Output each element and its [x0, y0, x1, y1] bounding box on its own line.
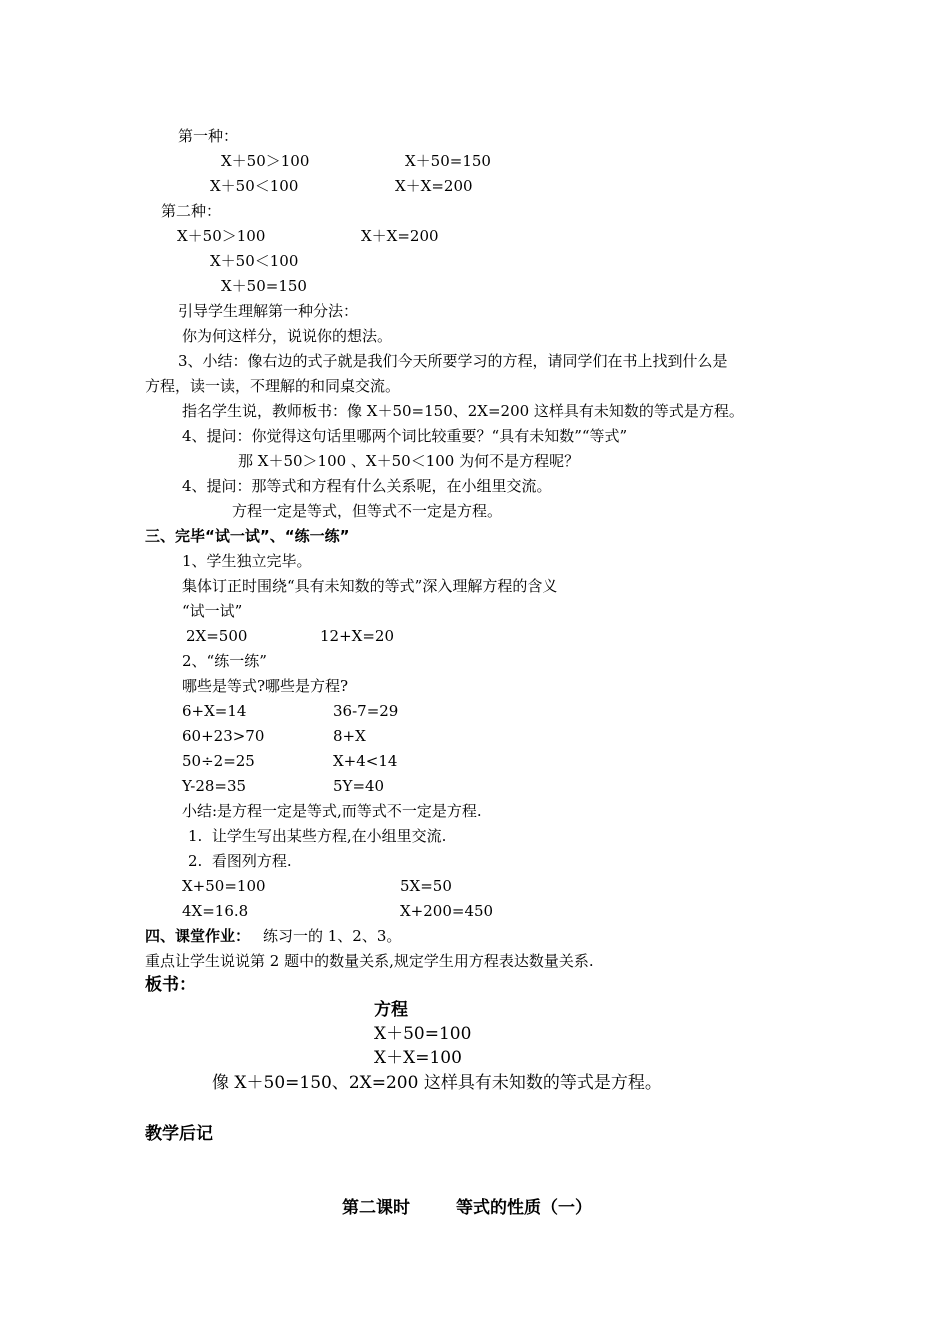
equation: X＋X=200 — [361, 227, 439, 245]
equation: 50÷2=25 — [182, 752, 255, 770]
text-line: 你为何这样分，说说你的想法。 — [182, 327, 393, 345]
text-line: 4、提问：你觉得这句话里哪两个词比较重要？“具有未知数”“等式” — [182, 427, 628, 445]
text-line: 2. 看图列方程. — [188, 852, 292, 870]
text-line: 方程，读一读，不理解的和同桌交流。 — [145, 377, 401, 395]
equation: X＋X=200 — [395, 177, 473, 195]
text-line: 小结:是方程一定是等式,而等式不一定是方程. — [182, 802, 482, 820]
equation: X+50=100 — [182, 877, 266, 895]
equation: X+4<14 — [333, 752, 398, 770]
text-line: “试一试” — [182, 602, 243, 620]
text-line: 引导学生理解第一种分法： — [178, 302, 359, 320]
board-equation: X＋50=100 — [374, 1024, 472, 1044]
text-line: 练习一的 1、2、3。 — [263, 927, 402, 945]
equation: 6+X=14 — [182, 702, 247, 720]
equation: X＋50=150 — [405, 152, 491, 170]
section-heading: 三、完毕“试一试”、“练一练” — [145, 527, 350, 545]
text-line: 3、小结：像右边的式子就是我们今天所要学习的方程，请同学们在书上找到什么是 — [178, 352, 728, 370]
text-line: 1、学生独立完毕。 — [182, 552, 312, 570]
board-heading: 板书： — [145, 975, 196, 995]
text-line: 第二种： — [161, 202, 222, 220]
equation: X+200=450 — [400, 902, 494, 920]
text-line: 1. 让学生写出某些方程,在小组里交流. — [188, 827, 447, 845]
equation: 12+X=20 — [320, 627, 394, 645]
text-line: 集体订正时围绕“具有未知数的等式”深入理解方程的含义 — [182, 577, 558, 595]
equation: 36-7=29 — [333, 702, 399, 720]
text-line: 第一种： — [178, 127, 239, 145]
lesson-title: 第二课时 — [342, 1198, 410, 1218]
equation: X＋50＜100 — [210, 252, 299, 270]
equation: Y-28=35 — [182, 777, 247, 795]
lesson-subtitle: 等式的性质（一） — [456, 1198, 592, 1218]
equation: 5X=50 — [400, 877, 452, 895]
text-line: 哪些是等式?哪些是方程? — [182, 677, 349, 695]
board-definition: 像 X＋50=150、2X=200 这样具有未知数的等式是方程。 — [212, 1073, 662, 1093]
equation: X＋50＞100 — [177, 227, 266, 245]
text-line: 方程一定是等式，但等式不一定是方程。 — [232, 502, 503, 520]
equation: X＋50＜100 — [210, 177, 299, 195]
equation: X＋50=150 — [221, 277, 307, 295]
section-heading: 四、课堂作业： — [145, 927, 251, 945]
equation: 5Y=40 — [333, 777, 385, 795]
equation: 2X=500 — [186, 627, 248, 645]
text-line: 4、提问：那等式和方程有什么关系呢，在小组里交流。 — [182, 477, 552, 495]
text-line: 指名学生说，教师板书：像 X＋50=150、2X=200 这样具有未知数的等式是方程。 — [182, 402, 744, 420]
board-equation: X＋X=100 — [374, 1048, 462, 1068]
text-line: 2、“练一练” — [182, 652, 267, 670]
equation: X＋50＞100 — [221, 152, 310, 170]
equation: 8+X — [333, 727, 366, 745]
postscript-heading: 教学后记 — [145, 1124, 213, 1144]
equation: 4X=16.8 — [182, 902, 249, 920]
text-line: 重点让学生说说第 2 题中的数量关系,规定学生用方程表达数量关系. — [145, 952, 594, 970]
equation: 60+23>70 — [182, 727, 265, 745]
board-title: 方程 — [374, 1000, 408, 1020]
text-line: 那 X＋50＞100 、X＋50＜100 为何不是方程呢？ — [238, 452, 580, 470]
